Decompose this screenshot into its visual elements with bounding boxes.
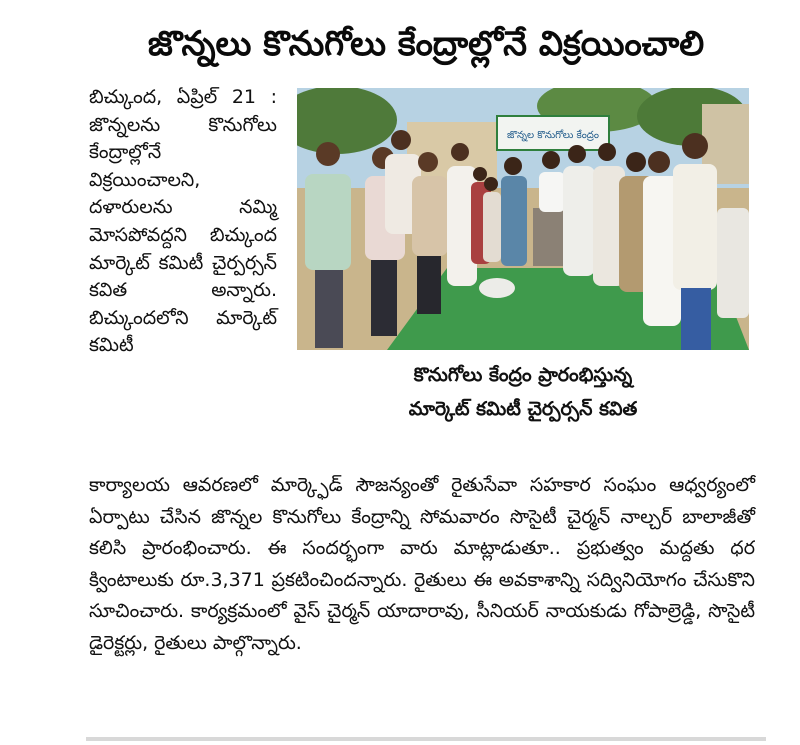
- news-photo-illustration: [297, 88, 749, 350]
- photo-caption-line2: మార్కెట్ కమిటీ చైర్పర్సన్ కవిత: [408, 398, 638, 420]
- article-body-column: [89, 470, 755, 659]
- article-intro-text: బిచ్కుంద, ఏప్రిల్ 21 : జొన్నలను కొనుగోలు కేంద్రాల్లోనే విక్రయించాలని, దళారులను నమ్మి మోసపోవద్దని బిచ్కుంద మార్కెట్ కమిటీ చైర్పర్సన్ కవిత అన్నారు. బిచ్కుందలోని మార్కెట్ కమిటీ: [89, 86, 277, 357]
- headline: జొన్నలు కొనుగోలు కేంద్రాల్లోనే విక్రయించాలి: [147, 24, 705, 64]
- photo-caption: [297, 358, 749, 426]
- article-body-text: కార్యాలయ ఆవరణలో మార్క్ఫెడ్ సౌజన్యంతో రైతుసేవా సహకార సంఘం ఆధ్వర్యంలో ఏర్పాటు చేసిన జొన్నల కొనుగోలు కేంద్రాన్ని సోమవారం సొసైటీ చైర్మన్ నాల్చర్ బాలాజీతో కలిసి ప్రారంభించారు. ఈ సందర్భంగా వారు మాట్లాడుతూ.. ప్రభుత్వం మద్దతు ధర క్వింటాలుకు రూ.3,371 ప్రకటించిందన్నారు. రైతులు ఈ అవకాశాన్ని సద్వినియోగం చేసుకొని సూచించారు. కార్యక్రమంలో వైస్ చైర్మన్ యాదారావు, సీనియర్ నాయకుడు గోపాల్రెడ్డి, సొసైటీ డైరెక్టర్లు, రైతులు పాల్గొన్నారు.: [89, 474, 755, 654]
- article-intro-column: [89, 84, 277, 360]
- photo-caption-line1: కొనుగోలు కేంద్రం ప్రారంభిస్తున్న: [413, 364, 633, 386]
- photo-banner-text: జొన్నల కొనుగోలు కేంద్రం: [507, 130, 599, 141]
- photo-sack: [479, 278, 515, 298]
- photo-grain-bag: [533, 208, 563, 266]
- bottom-divider: [86, 737, 766, 741]
- news-photo: [297, 88, 749, 350]
